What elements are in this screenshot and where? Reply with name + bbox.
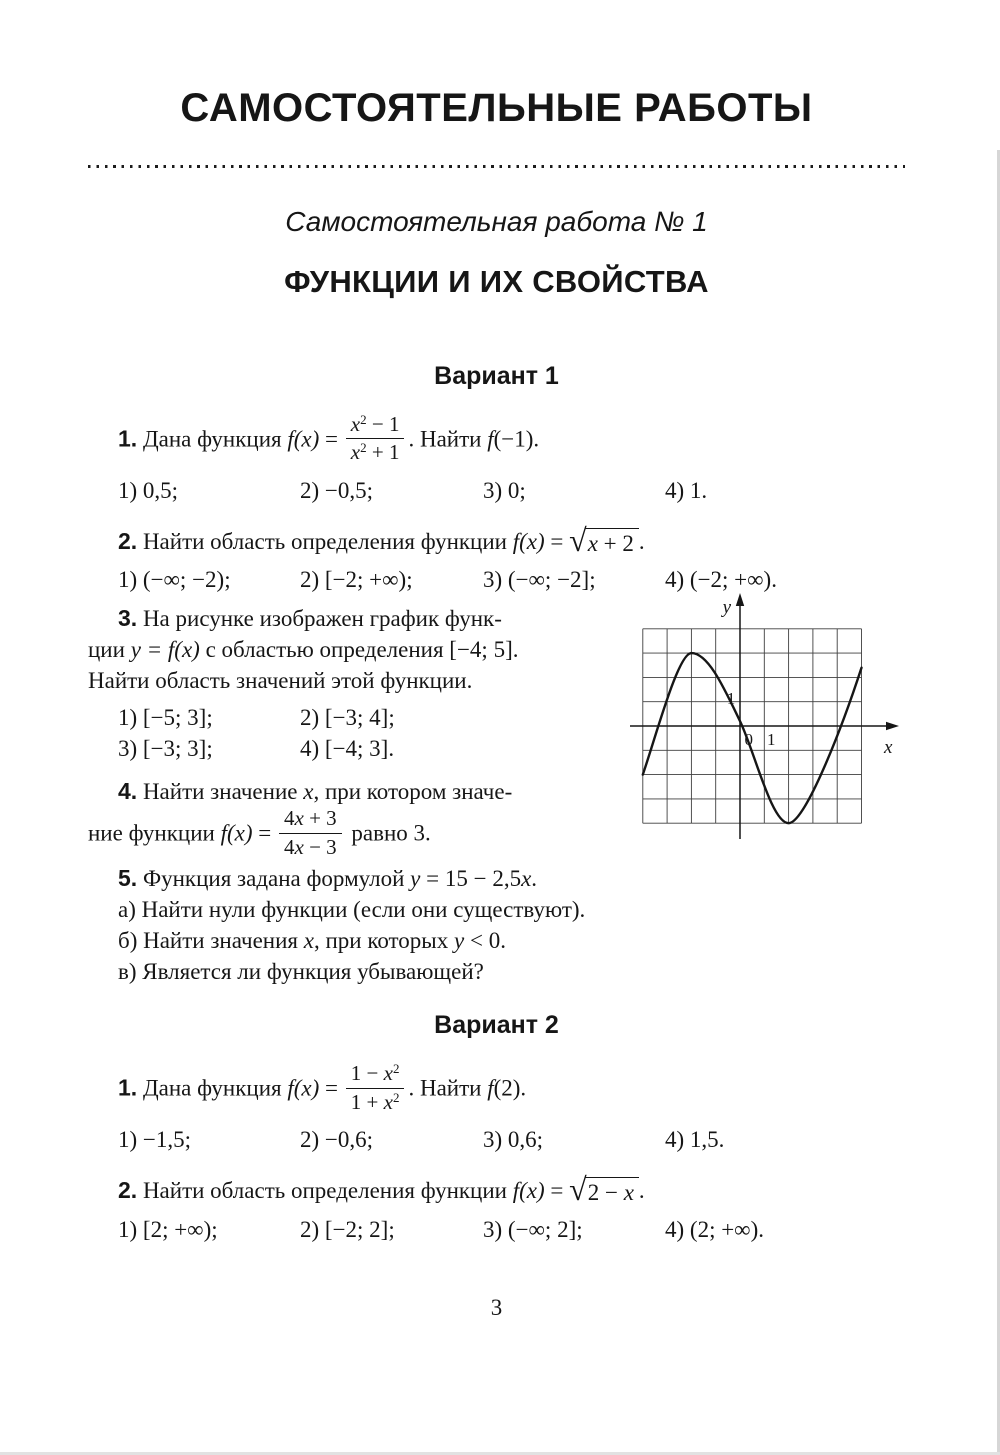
x-axis-arrow-icon (886, 722, 899, 730)
v1-p1-answers (88, 475, 905, 506)
y-axis-label: y (722, 597, 731, 619)
math-var: x (350, 440, 361, 465)
v2-p2-answers (88, 1214, 905, 1245)
function-notation: f(x) (512, 528, 545, 554)
problem-number: 2. (118, 527, 138, 554)
section-title: ФУНКЦИИ И ИХ СВОЙСТВА (284, 263, 709, 299)
exponent: 2 (392, 1089, 400, 1105)
subitem-text: б) Найти значения (118, 928, 299, 954)
exponent: 2 (360, 440, 367, 456)
answer-option: 4) 1,5. (665, 1127, 725, 1153)
answer-option: 1) [2; +∞); (118, 1216, 218, 1242)
math-text: − 3 (303, 834, 337, 859)
v1-problem5-statement (88, 863, 905, 894)
y-unit-tick-label: 1 (726, 689, 736, 709)
answer-option: 1) [−5; 3]; (118, 705, 213, 731)
math-var: x (383, 1061, 393, 1086)
math-text: − 1 (366, 411, 400, 436)
radicand (585, 528, 639, 556)
fraction-denominator (346, 1089, 405, 1115)
math-var: x (623, 1180, 634, 1206)
fraction-denominator (346, 439, 405, 465)
math-var: x (294, 834, 304, 859)
v1-p2-answers (88, 564, 905, 595)
answer-option: 1) −1,5; (118, 1127, 192, 1153)
problem-text: Найти область определения функции (142, 1178, 507, 1204)
subitem-text: , при которых (313, 928, 449, 954)
fraction (346, 413, 405, 465)
problem-text: Найти область значений этой функции. (88, 668, 473, 694)
math-text: + 1 (366, 440, 400, 465)
v2-problem1-statement (88, 1062, 905, 1118)
fraction-denominator (279, 834, 342, 860)
subitem-b (118, 925, 905, 956)
problem-text: Найти область определения функции (142, 528, 507, 554)
answer-option: 1) 0,5; (118, 477, 179, 503)
exponent: 2 (392, 1061, 400, 1077)
problem-text: Дана функция (142, 426, 282, 452)
function-notation: f(x) (287, 426, 320, 452)
period: . (531, 866, 538, 892)
page-title: САМОСТОЯТЕЛЬНЫЕ РАБОТЫ (180, 86, 813, 130)
radicand (585, 1177, 639, 1205)
problem-text: На рисунке изображен график функ- (142, 606, 502, 632)
function-notation: f(x) (287, 1075, 320, 1101)
problem-text: Функция задана формулой (142, 866, 405, 892)
work-subtitle: Самостоятельная работа № 1 (285, 205, 708, 237)
math-var: x (350, 411, 361, 436)
origin-label: 0 (744, 730, 753, 750)
equals-sign: = (550, 528, 564, 554)
period: . (408, 1075, 415, 1101)
math-var: x (303, 779, 314, 805)
answer-option: 3) 0,6; (483, 1127, 544, 1153)
problem-text: равно 3. (351, 820, 431, 846)
math-text: 2 − (587, 1180, 624, 1206)
math-var: y (454, 928, 465, 954)
answer-option: 3) (−∞; 2]; (483, 1216, 583, 1242)
problem-number: 1. (118, 1074, 138, 1101)
problems-3-4-with-figure (88, 597, 905, 863)
problem-text: Найти (419, 1075, 482, 1101)
variant2-heading: Вариант 2 (434, 1011, 559, 1040)
function-notation: f(x) (220, 820, 253, 846)
problem-text: , при котором значе- (313, 779, 513, 805)
math-text: 4 (283, 834, 295, 859)
subitem-c (118, 956, 905, 987)
problem-text: Найти значение (142, 779, 298, 805)
math-text: = 15 − 2,5 (420, 866, 522, 892)
fraction-numerator (279, 807, 342, 834)
answer-option: 2) −0,6; (300, 1127, 374, 1153)
v1-p5-subitems (88, 894, 905, 987)
v2-p1-answers (88, 1124, 905, 1155)
problem-number: 2. (118, 1177, 138, 1204)
answer-option: 2) −0,5; (300, 477, 374, 503)
v1-p3-answers (88, 702, 568, 764)
fraction-numerator (346, 1062, 405, 1089)
math-var: x (383, 1089, 393, 1114)
problem-text: Дана функция (142, 1075, 282, 1101)
equals-sign: = (325, 1075, 339, 1101)
v1-problem2-statement (88, 521, 905, 558)
x-unit-tick-label: 1 (767, 730, 776, 750)
function-graph (627, 589, 905, 849)
exponent: 2 (360, 411, 367, 427)
problem-number: 3. (118, 605, 138, 632)
fraction (346, 1062, 405, 1114)
page-content (0, 86, 1000, 1321)
problem-text: с областью определения [−4; 5]. (205, 637, 519, 663)
v1-problem1-statement (88, 413, 905, 469)
math-var: x (587, 530, 598, 556)
subitem-text: а) Найти нули функции (если они существуют). (118, 897, 586, 923)
equals-sign: = (550, 1178, 564, 1204)
answer-option: 2) [−2; +∞); (300, 567, 413, 593)
math-text: 1 − (350, 1061, 384, 1086)
math-var: x (303, 928, 314, 954)
f-symbol: f (487, 1075, 494, 1101)
math-text: 4 (283, 806, 295, 831)
problem-text: (2). (493, 1075, 527, 1101)
radical-sign-icon: √ (569, 1171, 587, 1208)
equals-sign: = (258, 820, 272, 846)
function-graph-figure (627, 589, 915, 854)
answer-option: 3) (−∞; −2]; (483, 567, 596, 593)
answer-option: 2) [−2; 2]; (300, 1216, 395, 1242)
problem-text: Найти (419, 426, 482, 452)
answer-option: 4) 1. (665, 477, 708, 503)
math-text: 1 + (350, 1089, 384, 1114)
problem-text: ние функции (88, 820, 215, 846)
answer-option: 4) [−4; 3]. (300, 736, 395, 762)
answer-option: 4) (−2; +∞). (665, 567, 777, 593)
period: . (638, 528, 645, 554)
subitem-a (118, 894, 905, 925)
period: . (638, 1178, 645, 1204)
problem-number: 4. (118, 778, 138, 805)
problem-number: 5. (118, 865, 138, 892)
function-notation: f(x) (512, 1178, 545, 1204)
square-root (569, 1171, 639, 1208)
answer-option: 2) [−3; 4]; (300, 705, 395, 731)
answer-option: 3) 0; (483, 477, 526, 503)
answer-option: 4) (2; +∞). (665, 1216, 764, 1242)
equals-sign: = (325, 426, 339, 452)
radical-sign-icon: √ (569, 521, 587, 558)
page-number: 3 (490, 1294, 503, 1320)
variant1-heading: Вариант 1 (434, 361, 559, 390)
problem-text: (−1). (493, 426, 540, 452)
problem-number: 1. (118, 425, 138, 452)
v2-problem2-statement (88, 1171, 905, 1208)
math-var: x (294, 806, 304, 831)
fraction (279, 807, 342, 859)
math-var: x (521, 866, 532, 892)
math-text: + 2 (597, 530, 634, 556)
fraction-numerator (346, 413, 405, 440)
x-axis-label: x (884, 737, 893, 759)
square-root (569, 521, 639, 558)
math-text: + 3 (303, 806, 337, 831)
answer-option: 1) (−∞; −2); (118, 567, 231, 593)
function-equation: y = f(x) (130, 637, 200, 663)
period: . (408, 426, 415, 452)
subitem-text: < 0. (464, 928, 506, 954)
subitem-text: в) Является ли функция убывающей? (118, 959, 484, 985)
math-var: y (410, 866, 421, 892)
f-symbol: f (487, 426, 494, 452)
problem-text: ции (88, 637, 125, 663)
dotted-divider (88, 165, 905, 168)
answer-option: 3) [−3; 3]; (118, 736, 213, 762)
